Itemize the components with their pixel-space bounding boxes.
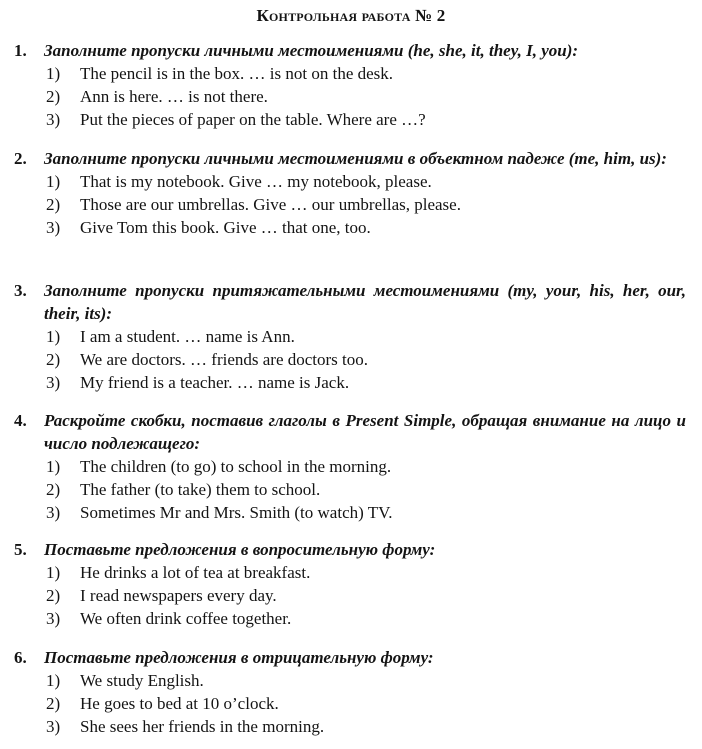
list-item	[14, 561, 686, 584]
item-text: We often drink coffee together.	[80, 609, 292, 628]
list-item	[14, 501, 686, 524]
task-heading	[14, 39, 686, 62]
list-item	[14, 584, 686, 607]
item-number: 2)	[46, 350, 61, 369]
item-number: 3)	[46, 609, 61, 628]
task-instruction: Раскройте скобки, поставив глаголы в Present Simple, обращая внимание на лицо и число подлежащего:	[44, 411, 686, 453]
item-text: Ann is here. … is not there.	[80, 87, 268, 106]
list-item	[14, 216, 686, 239]
page-title: Контрольная работа № 2	[256, 6, 446, 25]
item-number: 3)	[46, 218, 61, 237]
task-number: 6.	[14, 648, 27, 667]
task-heading	[14, 538, 686, 561]
item-text: I read newspapers every day.	[80, 586, 277, 605]
item-text: That is my notebook. Give … my notebook, please.	[80, 172, 432, 191]
item-text: He goes to bed at 10 o’clock.	[80, 694, 279, 713]
task-items	[14, 669, 686, 738]
item-number: 2)	[46, 586, 61, 605]
task-number: 3.	[14, 281, 27, 300]
item-number: 1)	[46, 457, 61, 476]
list-item	[14, 325, 686, 348]
item-number: 1)	[46, 172, 61, 191]
item-text: My friend is a teacher. … name is Jack.	[80, 373, 350, 392]
item-text: The children (to go) to school in the morning.	[80, 457, 392, 476]
list-item	[14, 478, 686, 501]
list-item	[14, 371, 686, 394]
item-number: 2)	[46, 87, 61, 106]
task-items	[14, 561, 686, 630]
list-item	[14, 715, 686, 738]
task-instruction: Заполните пропуски личными местоимениями в объектном падеже (me, him, us):	[44, 149, 667, 168]
list-item	[14, 692, 686, 715]
list-item	[14, 455, 686, 478]
item-number: 3)	[46, 373, 61, 392]
item-text: Sometimes Mr and Mrs. Smith (to watch) TV.	[80, 503, 393, 522]
item-number: 1)	[46, 327, 61, 346]
item-text: The pencil is in the box. … is not on the desk.	[80, 64, 394, 83]
task-heading	[14, 147, 686, 170]
task-number: 4.	[14, 411, 27, 430]
list-item	[14, 62, 686, 85]
task-number: 2.	[14, 149, 27, 168]
task-items	[14, 62, 686, 131]
item-number: 1)	[46, 64, 61, 83]
item-number: 3)	[46, 110, 61, 129]
task-number: 1.	[14, 41, 27, 60]
task-6	[14, 646, 686, 738]
task-2	[14, 147, 686, 239]
list-item	[14, 193, 686, 216]
task-instruction: Заполните пропуски личными местоимениями (he, she, it, they, I, you):	[44, 41, 579, 60]
list-item	[14, 607, 686, 630]
item-number: 2)	[46, 195, 61, 214]
task-heading	[14, 409, 686, 455]
list-item	[14, 108, 686, 131]
item-number: 2)	[46, 694, 61, 713]
task-instruction: Заполните пропуски притяжательными местоимениями (my, your, his, her, our, their, its):	[44, 281, 686, 323]
list-item	[14, 170, 686, 193]
task-items	[14, 455, 686, 524]
item-text: Give Tom this book. Give … that one, too.	[80, 218, 371, 237]
item-number: 2)	[46, 480, 61, 499]
item-text: We are doctors. … friends are doctors too.	[80, 350, 369, 369]
item-number: 3)	[46, 503, 61, 522]
item-text: Those are our umbrellas. Give … our umbrellas, please.	[80, 195, 461, 214]
item-text: We study English.	[80, 671, 204, 690]
item-number: 1)	[46, 671, 61, 690]
item-text: The father (to take) them to school.	[80, 480, 321, 499]
list-item	[14, 348, 686, 371]
item-number: 3)	[46, 717, 61, 736]
item-text: I am a student. … name is Ann.	[80, 327, 295, 346]
list-item	[14, 85, 686, 108]
task-heading	[14, 646, 686, 669]
task-instruction: Поставьте предложения в отрицательную форму:	[44, 648, 434, 667]
task-1	[14, 39, 686, 131]
task-heading	[14, 279, 686, 325]
item-text: Put the pieces of paper on the table. Where are …?	[80, 110, 426, 129]
task-number: 5.	[14, 540, 27, 559]
item-text: She sees her friends in the morning.	[80, 717, 325, 736]
list-item	[14, 669, 686, 692]
task-items	[14, 325, 686, 394]
task-4	[14, 409, 686, 524]
task-items	[14, 170, 686, 239]
task-3	[14, 279, 686, 394]
item-number: 1)	[46, 563, 61, 582]
task-5	[14, 538, 686, 630]
task-instruction: Поставьте предложения в вопросительную форму:	[44, 540, 436, 559]
item-text: He drinks a lot of tea at breakfast.	[80, 563, 311, 582]
